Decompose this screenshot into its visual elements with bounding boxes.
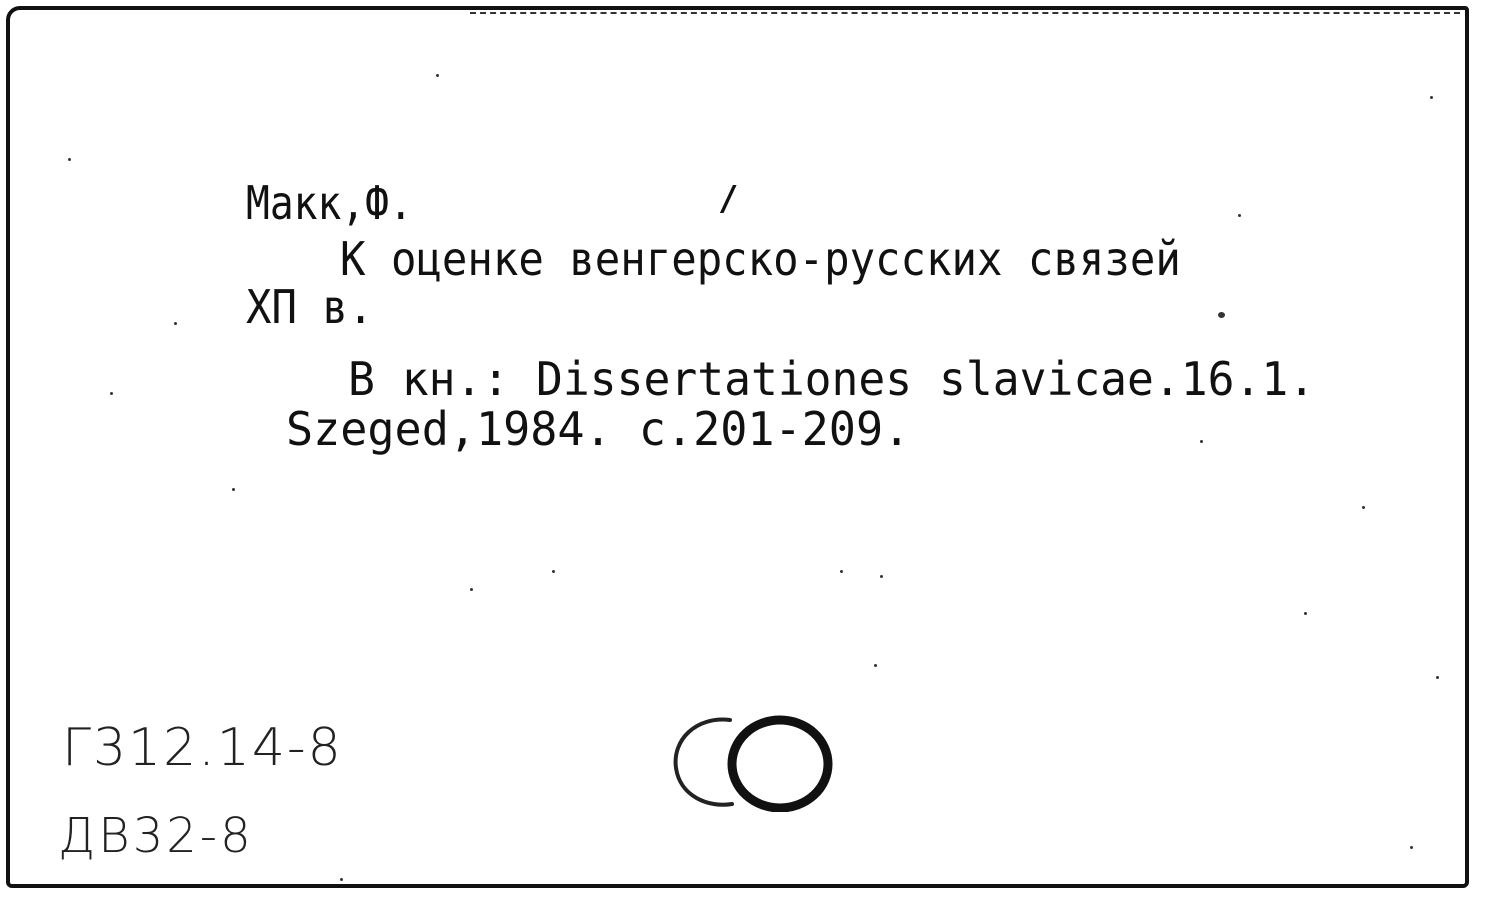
speck: [840, 570, 843, 573]
speck: [1218, 312, 1225, 318]
card-author: Макк,Ф.: [246, 176, 413, 230]
call-number-1: Г312.14-8: [62, 718, 343, 778]
card-title-line-1: К оценке венгерско-русских связей: [340, 232, 1181, 286]
speck: [436, 74, 439, 77]
speck: [174, 322, 177, 325]
speck: [1200, 440, 1203, 443]
speck: [110, 392, 113, 395]
speck: [874, 664, 877, 667]
speck: [232, 488, 235, 491]
stray-pen-mark: /: [718, 179, 739, 219]
speck: [340, 878, 343, 881]
top-edge-scratch: [470, 12, 1460, 14]
call-number-2: ДВ32-8: [58, 808, 254, 864]
speck: [1304, 612, 1307, 615]
card-source-line-1: В кн.: Dissertationes slavicae.16.1.: [348, 352, 1316, 406]
speck: [1238, 214, 1241, 217]
co-stamp-icon: [668, 712, 838, 812]
speck: [470, 588, 473, 591]
speck: [68, 158, 71, 161]
speck: [1410, 846, 1413, 849]
speck: [552, 570, 555, 573]
speck: [1436, 676, 1439, 679]
speck: [880, 575, 883, 578]
card-title-line-2: ХП в.: [246, 280, 374, 334]
card-source-line-2: Szeged,1984. с.201-209.: [286, 402, 911, 456]
speck: [1430, 96, 1433, 99]
speck: [1362, 506, 1365, 509]
